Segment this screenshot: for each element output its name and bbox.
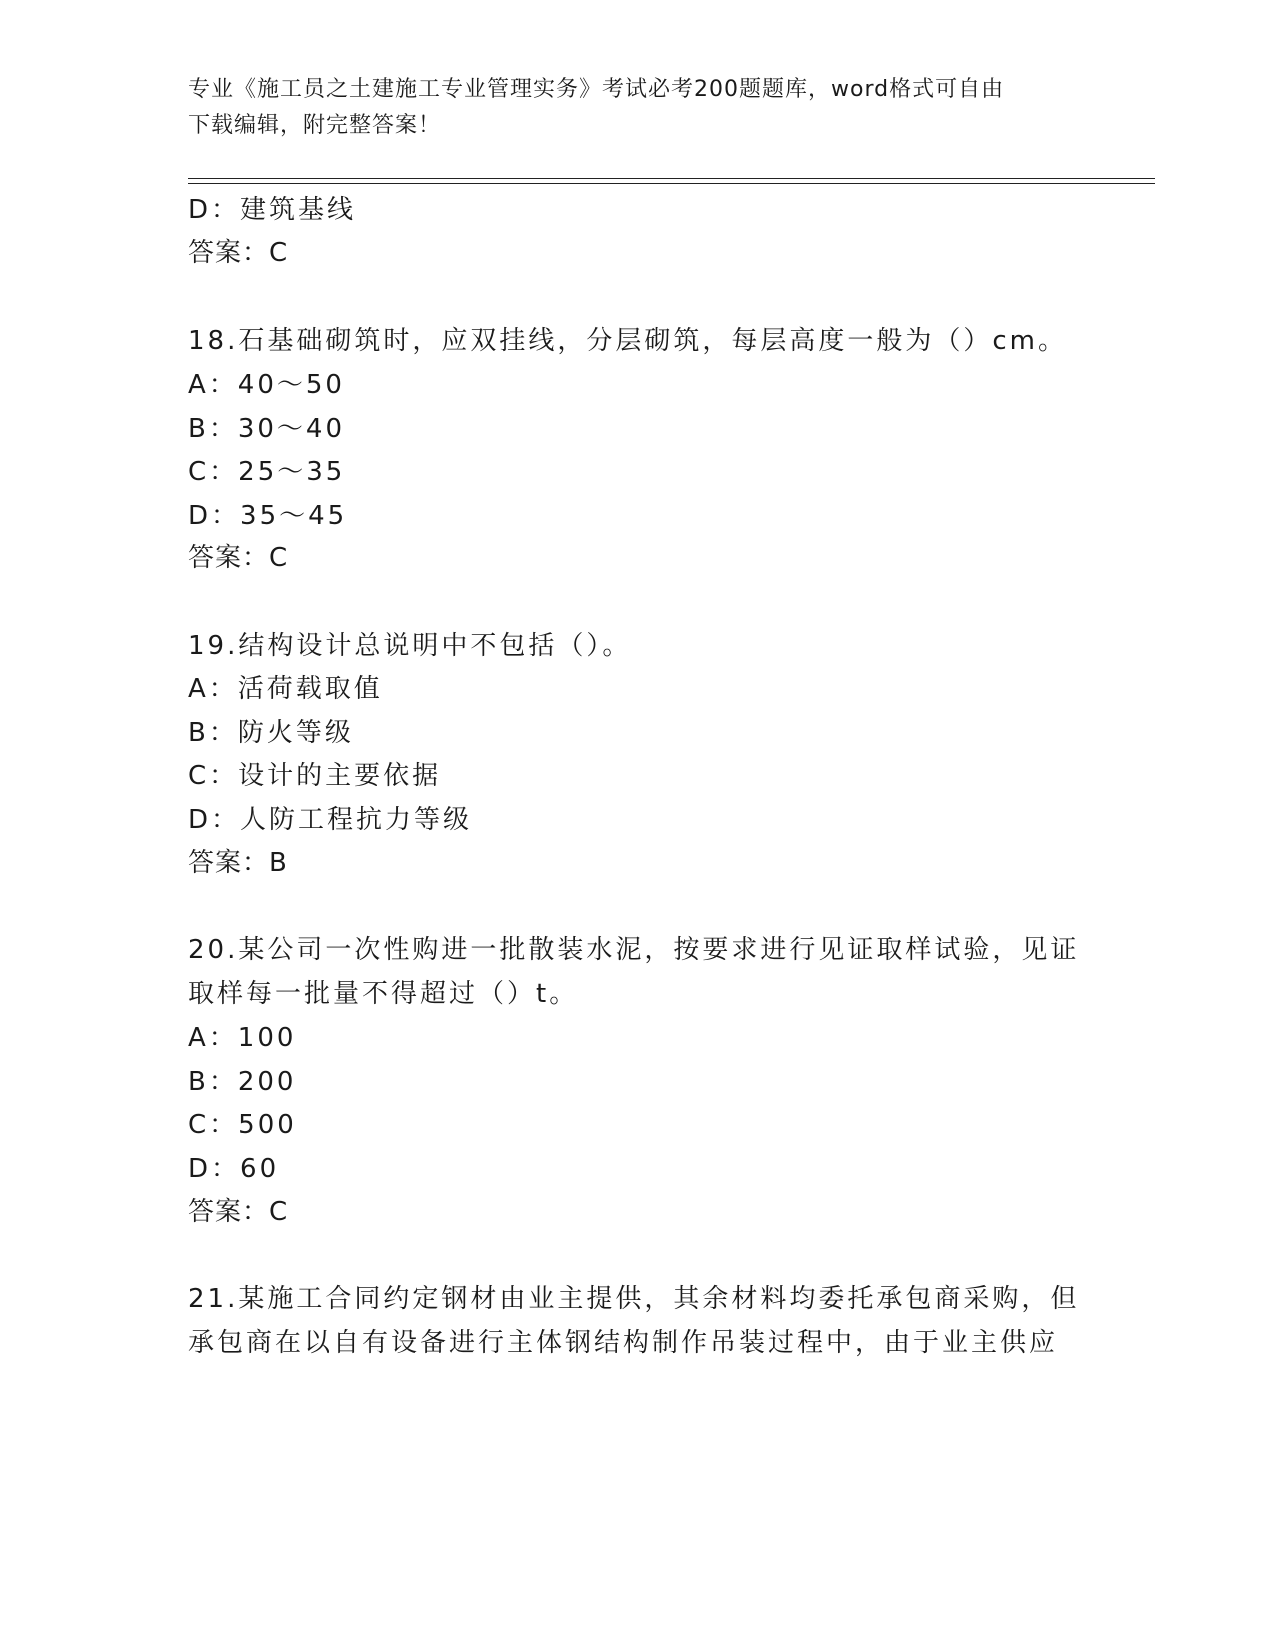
question-20-option-a: A：100 (188, 1023, 297, 1053)
header-divider-top (188, 178, 1155, 179)
question-19-option-a: A：活荷载取值 (188, 674, 383, 704)
question-18-answer: 答案：C (188, 543, 289, 573)
question-20-option-c: C：500 (188, 1110, 297, 1140)
header-divider-bottom (188, 183, 1155, 184)
question-19-stem: 19.结构设计总说明中不包括（）。 (188, 631, 632, 661)
question-18-stem: 18.石基础砌筑时，应双挂线，分层砌筑，每层高度一般为（）cm。 (188, 326, 1067, 356)
question-21-stem-line-1: 21.某施工合同约定钢材由业主提供，其余材料均委托承包商采购，但 (188, 1284, 1080, 1314)
question-19-option-d: D：人防工程抗力等级 (188, 805, 473, 835)
header-line-1: 专业《施工员之土建施工专业管理实务》考试必考200题题库，word格式可自由 (188, 77, 1005, 102)
question-19-option-b: B：防火等级 (188, 718, 354, 748)
question-18-option-c: C：25～35 (188, 457, 346, 487)
question-20-answer: 答案：C (188, 1197, 289, 1227)
question-20-option-d: D：60 (188, 1154, 280, 1184)
question-19-answer: 答案：B (188, 848, 288, 878)
header-line-2: 下载编辑，附完整答案！ (188, 113, 442, 138)
question-18-option-a: A：40～50 (188, 370, 345, 400)
question-20-option-b: B：200 (188, 1067, 297, 1097)
question-19-option-c: C：设计的主要依据 (188, 761, 442, 791)
question-18-option-d: D：35～45 (188, 501, 348, 531)
document-header (188, 72, 1088, 144)
option-d: D：建筑基线 (188, 195, 357, 225)
question-20-stem-line-1: 20.某公司一次性购进一批散装水泥，按要求进行见证取样试验，见证 (188, 935, 1080, 965)
question-18-option-b: B：30～40 (188, 414, 346, 444)
question-20-stem-line-2: 取样每一批量不得超过（）t。 (188, 979, 579, 1009)
answer: 答案：C (188, 238, 289, 268)
question-21-stem-line-2: 承包商在以自有设备进行主体钢结构制作吊装过程中，由于业主供应 (188, 1328, 1059, 1358)
